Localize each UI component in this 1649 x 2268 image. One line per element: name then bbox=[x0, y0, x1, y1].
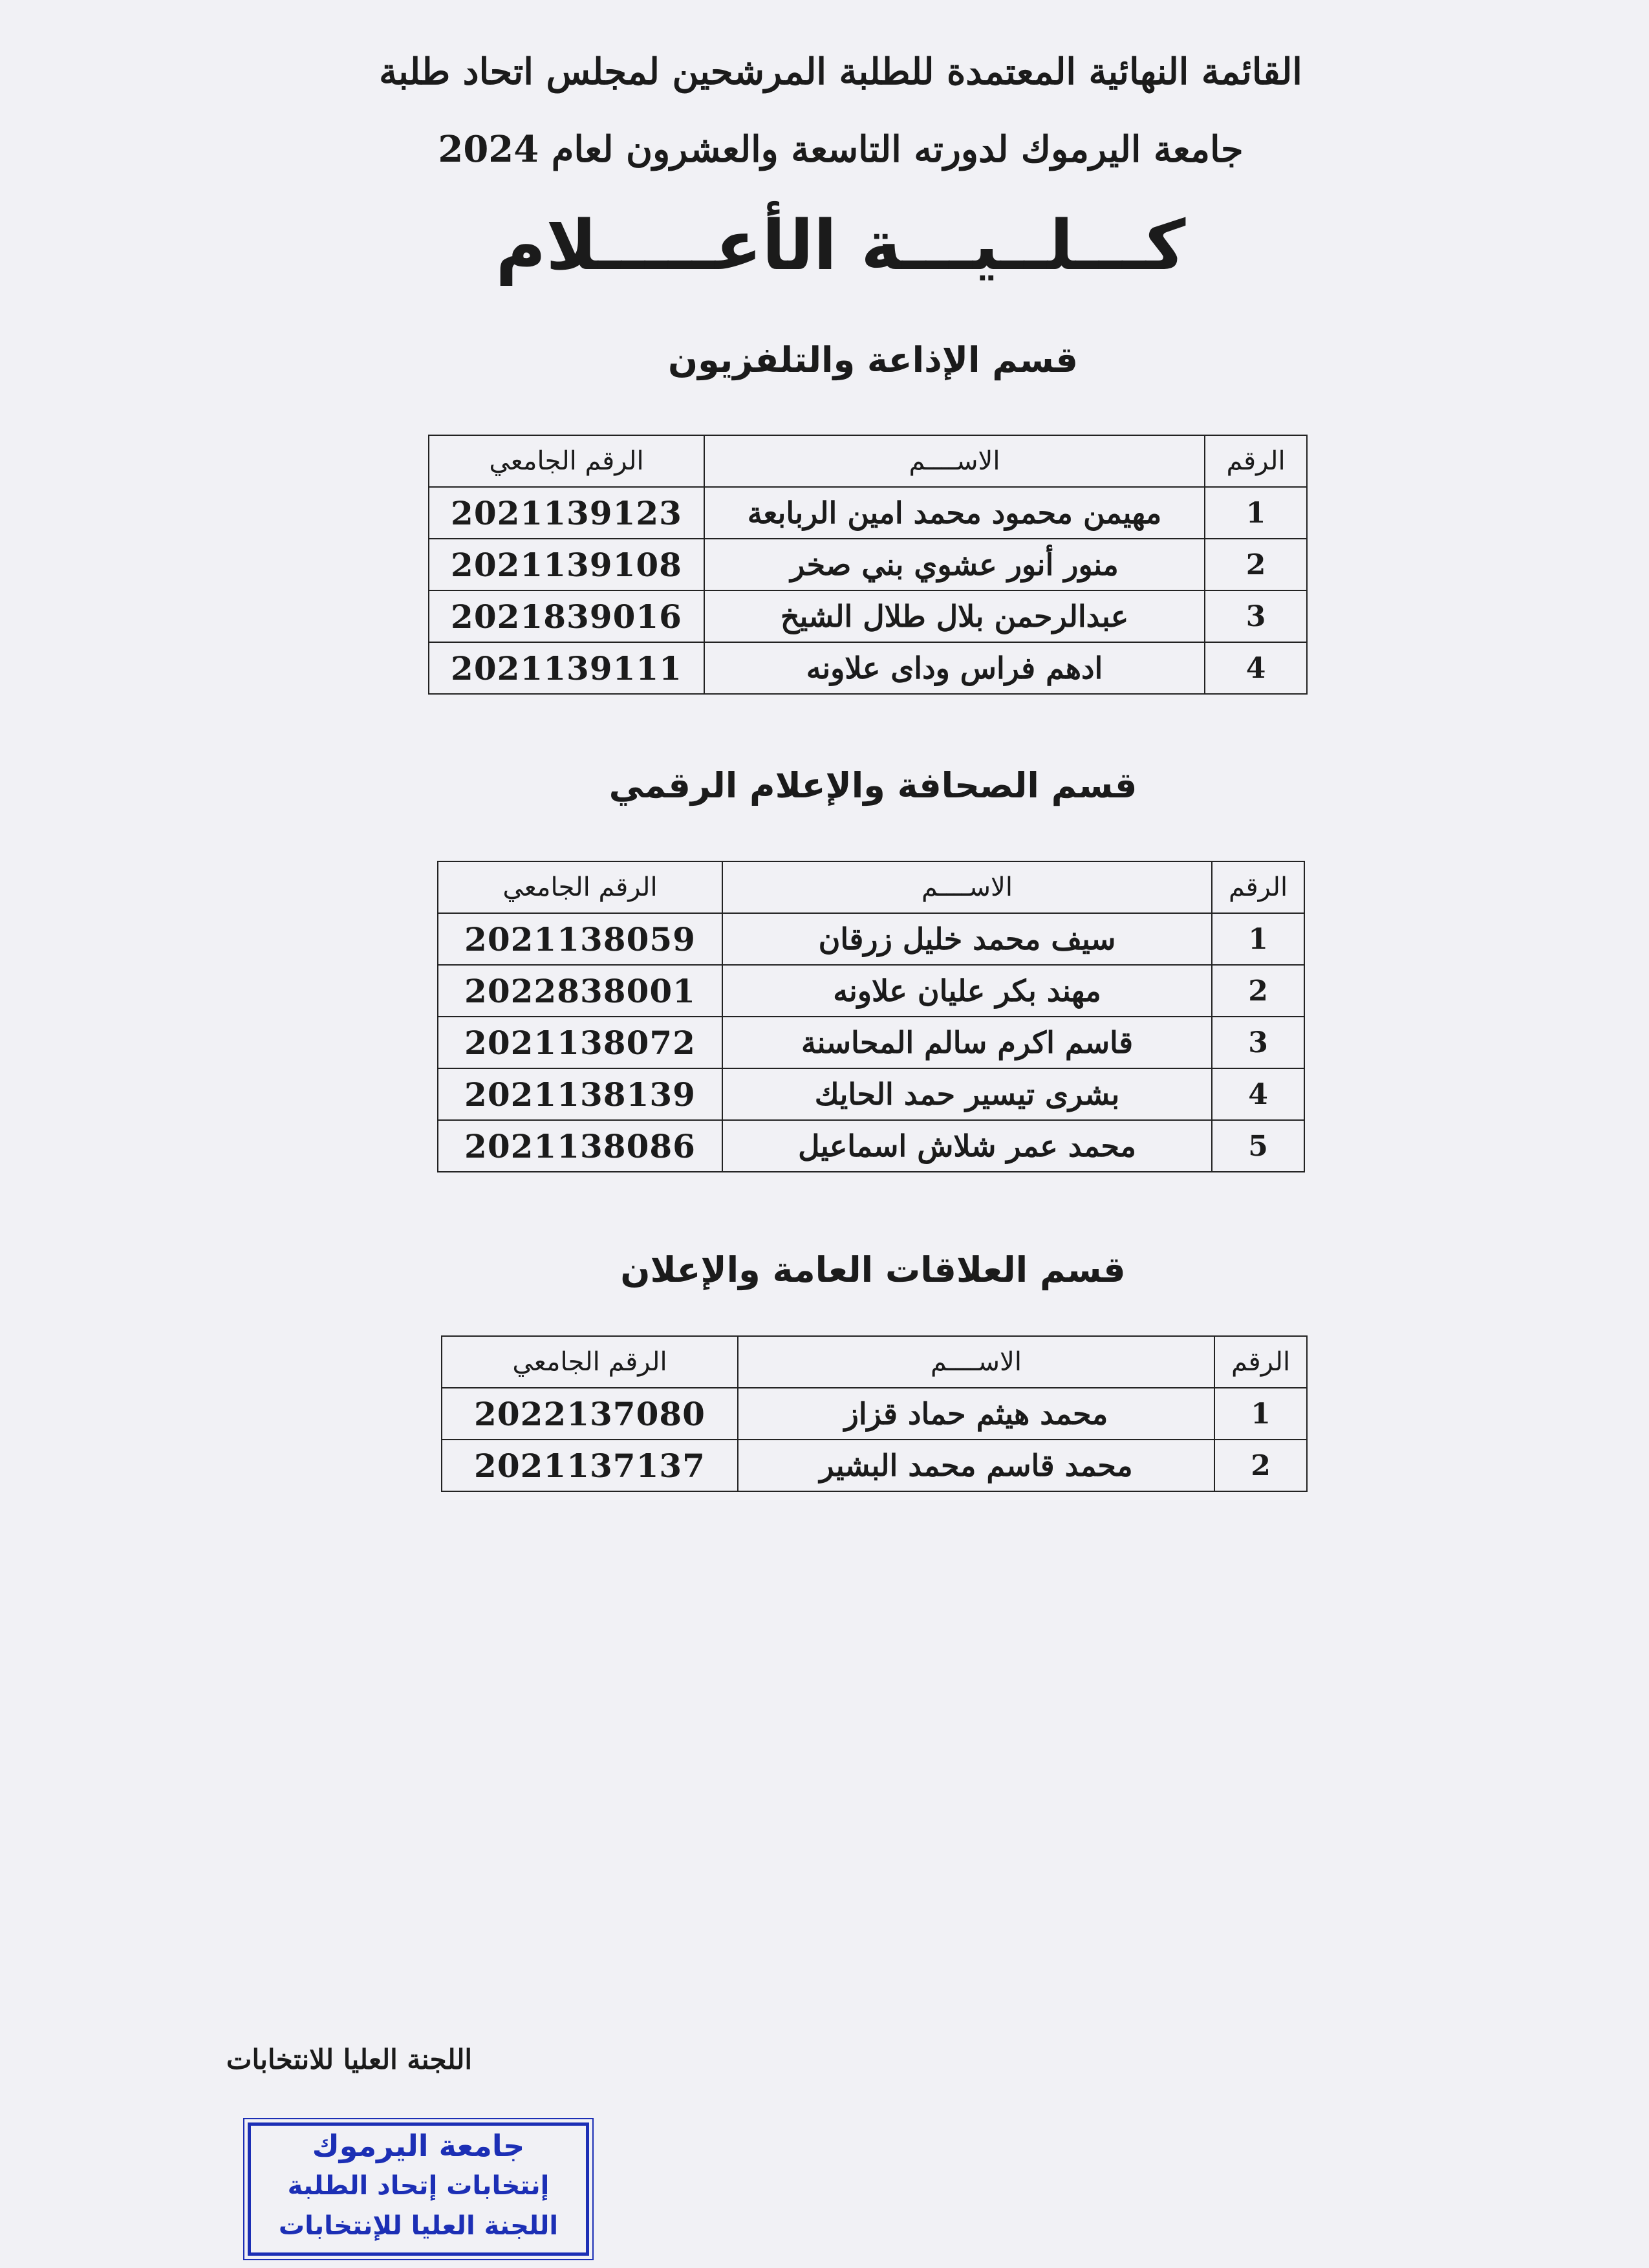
table-row bbox=[438, 1017, 1304, 1068]
table-row bbox=[438, 913, 1304, 965]
row-name: محمد قاسم محمد البشير bbox=[738, 1440, 1214, 1491]
row-id: 2021839016 bbox=[429, 590, 704, 642]
table-header-row bbox=[429, 435, 1307, 487]
row-name: قاسم اكرم سالم المحاسنة bbox=[722, 1017, 1212, 1068]
row-num: 1 bbox=[1214, 1388, 1307, 1440]
header-line-2: جامعة اليرموك لدورته التاسعة والعشرون لعام 2024 bbox=[438, 128, 1244, 171]
table-row bbox=[442, 1388, 1307, 1440]
row-name: عبدالرحمن بلال طلال الشيخ bbox=[704, 590, 1205, 642]
row-id: 2022137080 bbox=[442, 1388, 738, 1440]
stamp-line-1: جامعة اليرموك bbox=[312, 2128, 525, 2163]
header-name: الاســــم bbox=[722, 861, 1212, 913]
header-id: الرقم الجامعي bbox=[442, 1336, 738, 1388]
row-id: 2022838001 bbox=[438, 965, 722, 1017]
row-id: 2021137137 bbox=[442, 1440, 738, 1491]
section-title-public-relations: قسم العلاقات العامة والإعلان bbox=[620, 1249, 1126, 1290]
header-num: الرقم bbox=[1214, 1336, 1307, 1388]
row-num: 5 bbox=[1212, 1120, 1304, 1172]
row-id: 2021138059 bbox=[438, 913, 722, 965]
header-id: الرقم الجامعي bbox=[438, 861, 722, 913]
header-num: الرقم bbox=[1205, 435, 1307, 487]
row-num: 4 bbox=[1205, 642, 1307, 694]
header-num: الرقم bbox=[1212, 861, 1304, 913]
row-id: 2021139111 bbox=[429, 642, 704, 694]
stamp-line-2: إنتخابات إتحاد الطلبة bbox=[287, 2171, 550, 2201]
header-line-1: القائمة النهائية المعتمدة للطلبة المرشحين لمجلس اتحاد طلبة bbox=[379, 50, 1302, 93]
row-num: 2 bbox=[1214, 1440, 1307, 1491]
row-id: 2021138086 bbox=[438, 1120, 722, 1172]
table-row bbox=[438, 965, 1304, 1017]
candidates-table-journalism bbox=[437, 861, 1305, 1172]
table-row bbox=[442, 1440, 1307, 1491]
row-num: 3 bbox=[1212, 1017, 1304, 1068]
row-num: 2 bbox=[1205, 539, 1307, 590]
row-name: بشرى تيسير حمد الحايك bbox=[722, 1068, 1212, 1120]
table-header-row bbox=[442, 1336, 1307, 1388]
row-num: 3 bbox=[1205, 590, 1307, 642]
section-title-journalism: قسم الصحافة والإعلام الرقمي bbox=[609, 765, 1137, 806]
faculty-title: كـــلــيـــة الأعـــــلام bbox=[495, 206, 1186, 285]
header-id: الرقم الجامعي bbox=[429, 435, 704, 487]
committee-signature: اللجنة العليا للانتخابات bbox=[226, 2044, 473, 2075]
table-row bbox=[438, 1120, 1304, 1172]
row-num: 1 bbox=[1205, 487, 1307, 539]
row-name: سيف محمد خليل زرقان bbox=[722, 913, 1212, 965]
election-committee-stamp bbox=[248, 2122, 589, 2256]
stamp-line-3: اللجنة العليا للإنتخابات bbox=[278, 2211, 559, 2241]
row-num: 4 bbox=[1212, 1068, 1304, 1120]
table-row bbox=[429, 487, 1307, 539]
table-row bbox=[429, 590, 1307, 642]
row-name: ادهم فراس وداى علاونه bbox=[704, 642, 1205, 694]
table-row bbox=[429, 539, 1307, 590]
row-num: 1 bbox=[1212, 913, 1304, 965]
header-name: الاســــم bbox=[738, 1336, 1214, 1388]
row-name: منور أنور عشوي بني صخر bbox=[704, 539, 1205, 590]
candidates-table-public-relations bbox=[441, 1335, 1308, 1492]
row-id: 2021138072 bbox=[438, 1017, 722, 1068]
row-id: 2021138139 bbox=[438, 1068, 722, 1120]
row-name: مهيمن محمود محمد امين الربابعة bbox=[704, 487, 1205, 539]
row-num: 2 bbox=[1212, 965, 1304, 1017]
row-name: محمد عمر شلاش اسماعيل bbox=[722, 1120, 1212, 1172]
candidates-table-broadcasting bbox=[428, 435, 1308, 695]
section-title-broadcasting: قسم الإذاعة والتلفزيون bbox=[668, 340, 1078, 380]
row-id: 2021139123 bbox=[429, 487, 704, 539]
header-name: الاســــم bbox=[704, 435, 1205, 487]
table-header-row bbox=[438, 861, 1304, 913]
row-name: مهند بكر عليان علاونه bbox=[722, 965, 1212, 1017]
table-row bbox=[438, 1068, 1304, 1120]
row-name: محمد هيثم حماد قزاز bbox=[738, 1388, 1214, 1440]
table-row bbox=[429, 642, 1307, 694]
row-id: 2021139108 bbox=[429, 539, 704, 590]
